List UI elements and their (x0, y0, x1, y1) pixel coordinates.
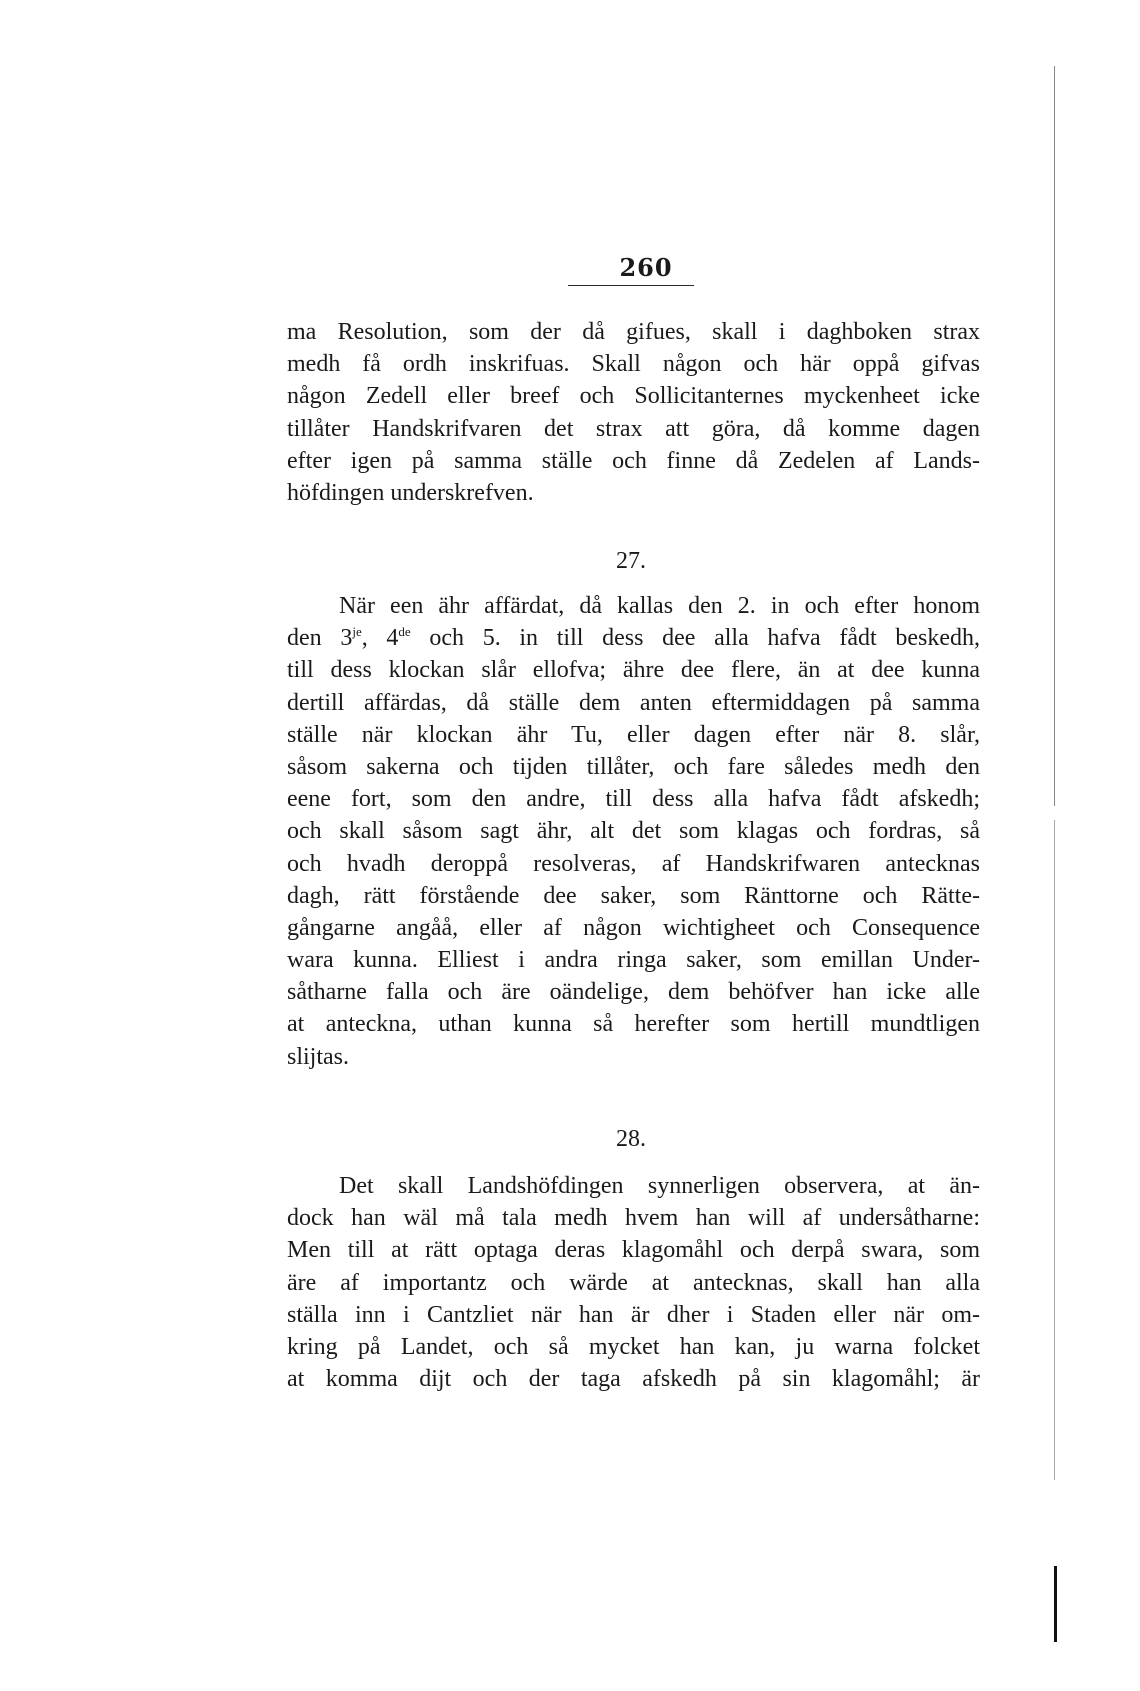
text-line: Men till at rätt optaga deras klagomåhl och derpå swara, som (287, 1237, 980, 1264)
text-line: ställe när klockan ähr Tu, eller dagen efter när 8. slår, (287, 721, 980, 748)
section-28-paragraph (287, 1170, 980, 1395)
text-line: slijtas. (287, 1043, 350, 1070)
header-rule (568, 285, 694, 286)
page-number: 260 (619, 253, 673, 282)
text-line: När een ähr affärdat, då kallas den 2. in och efter honom (339, 593, 980, 619)
text-line (287, 622, 980, 654)
text-line: och hvadh deroppå resolveras, af Handskrifwaren antecknas (287, 850, 980, 877)
text-line: eene fort, som den andre, till dess alla hafva fådt afskedh; (287, 786, 980, 813)
text-line: såsom sakerna och tijden tillåter, och fare således medh den (287, 753, 980, 780)
text-fragment: och 5. in till dess dee alla hafva fådt beskedh, (410, 625, 981, 652)
text-line: någon Zedell eller breef och Sollicitanternes myckenheet icke (287, 383, 980, 410)
text-line: höfdingen underskrefven. (287, 479, 534, 506)
text-fragment: den 3 (287, 625, 353, 652)
text-line: gångarne angåå, eller af någon wichtigheet och Consequence (287, 914, 980, 941)
text-line: äre af importantz och wärde at antecknas, skall han alla (287, 1269, 980, 1296)
text-line: at komma dijt och der taga afskedh på sin klagomåhl; är (287, 1366, 980, 1393)
section-number-27: 27. (616, 548, 646, 574)
section-number-28: 28. (616, 1126, 646, 1152)
text-line: Det skall Landshöfdingen synnerligen observera, at än- (339, 1173, 980, 1199)
ordinal-suffix: de (398, 624, 411, 640)
scan-edge-mark (1054, 1566, 1057, 1642)
text-line: kring på Landet, och så mycket han kan, ju warna folcket (287, 1333, 980, 1360)
text-fragment: , 4 (361, 625, 399, 652)
text-line: dertill affärdas, då ställe dem anten eftermiddagen på samma (287, 689, 980, 716)
text-line: ställa inn i Cantzliet när han är dher i Staden eller när om- (287, 1301, 980, 1328)
text-line: till dess klockan slår ellofva; ähre dee flere, än at dee kunna (287, 657, 980, 684)
text-line: dagh, rätt förstående dee saker, som Ränttorne och Rätte- (287, 882, 980, 909)
text-line: medh få ordh inskrifuas. Skall någon och här oppå gifvas (287, 351, 980, 378)
intro-paragraph (287, 316, 980, 509)
section-27-paragraph (287, 590, 980, 1073)
text-line: efter igen på samma ställe och finne då Zedelen af Lands- (287, 447, 980, 474)
text-line: dock han wäl må tala medh hvem han will af undersåtharne: (287, 1205, 980, 1232)
scan-edge-line (1054, 66, 1055, 806)
text-line: wara kunna. Elliest i andra ringa saker, som emillan Under- (287, 947, 980, 974)
scan-edge-line (1054, 820, 1055, 1480)
text-line: ma Resolution, som der då gifues, skall i daghboken strax (287, 319, 980, 345)
text-line: och skall såsom sagt ähr, alt det som klagas och fordras, så (287, 818, 980, 845)
ordinal-suffix: je (352, 624, 362, 640)
text-line: såtharne falla och äre oändelige, dem behöfver han icke alle (287, 979, 980, 1006)
text-line: tillåter Handskrifvaren det strax att göra, då komme dagen (287, 415, 980, 442)
text-line: at anteckna, uthan kunna så herefter som hertill mundtligen (287, 1011, 980, 1038)
